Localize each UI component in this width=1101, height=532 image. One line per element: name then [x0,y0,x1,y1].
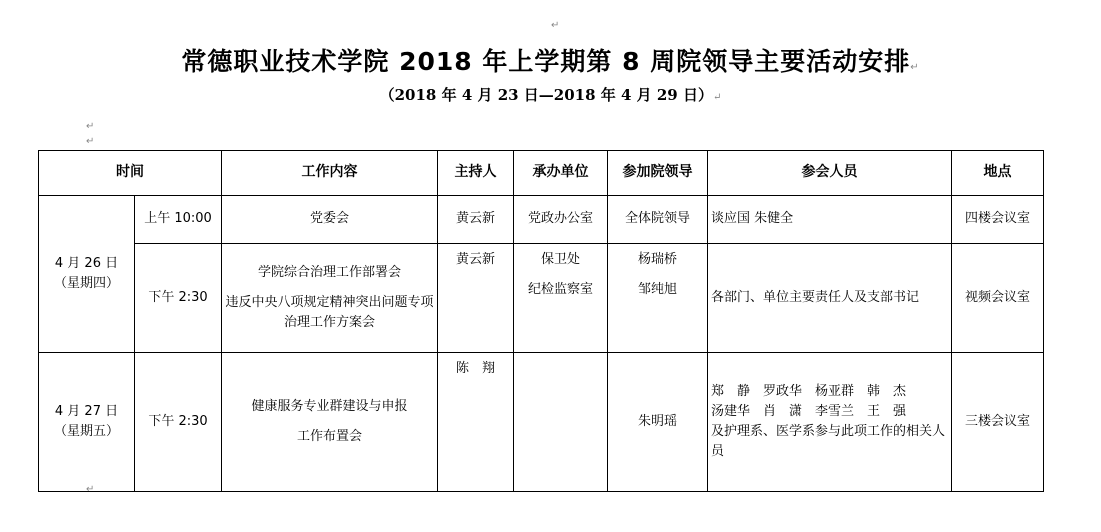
organizer-cell: 党政办公室 [514,196,608,244]
attendees-cell: 郑 静 罗政华 杨亚群 韩 杰 汤建华 肖 潇 李雪兰 王 强 及护理系、医学系参与此项工作的相关人员 [708,353,952,492]
organizer-cell: 保卫处 纪检监察室 [514,244,608,353]
host-cell: 黄云新 [438,196,514,244]
attendees-cell: 各部门、单位主要责任人及支部书记 [708,244,952,353]
leaders-cell: 朱明瑶 [608,353,708,492]
page-subtitle: （2018 年 4 月 23 日—2018 年 4 月 29 日）↵ [379,86,722,104]
column-header-content: 工作内容 [222,151,438,196]
column-header-location: 地点 [952,151,1044,196]
location-cell: 三楼会议室 [952,353,1044,492]
leaders-cell: 全体院领导 [608,196,708,244]
day-cell: 4 月 27 日 （星期五） [39,353,135,492]
paragraph-mark: ↵ [551,20,560,31]
attendees-cell: 谈应国 朱健全 [708,196,952,244]
content-cell: 学院综合治理工作部署会 违反中央八项规定精神突出问题专项治理工作方案会 [222,244,438,353]
host-cell: 黄云新 [438,244,514,353]
schedule-table [38,150,1044,492]
table-row [39,353,1044,492]
table-row [39,196,1044,244]
content-cell: 健康服务专业群建设与申报 工作布置会 [222,353,438,492]
time-cell: 下午 2:30 [135,244,222,353]
day-cell: 4 月 26 日 （星期四） [39,196,135,353]
paragraph-mark: ↵ [86,121,95,132]
location-cell: 四楼会议室 [952,196,1044,244]
column-header-host: 主持人 [438,151,514,196]
leaders-cell: 杨瑞桥 邹纯旭 [608,244,708,353]
table-row [39,244,1044,353]
paragraph-mark: ↵ [86,484,95,495]
location-cell: 视频会议室 [952,244,1044,353]
time-cell: 上午 10:00 [135,196,222,244]
column-header-attendees: 参会人员 [708,151,952,196]
organizer-cell [514,353,608,492]
table-header-row [39,151,1044,196]
page-title: 常德职业技术学院 2018 年上学期第 8 周院领导主要活动安排↵ [181,47,920,76]
content-cell: 党委会 [222,196,438,244]
time-cell: 下午 2:30 [135,353,222,492]
column-header-leaders: 参加院领导 [608,151,708,196]
column-header-organizer: 承办单位 [514,151,608,196]
column-header-time: 时间 [39,151,222,196]
paragraph-mark: ↵ [86,136,95,147]
host-cell: 陈 翔 [438,353,514,492]
